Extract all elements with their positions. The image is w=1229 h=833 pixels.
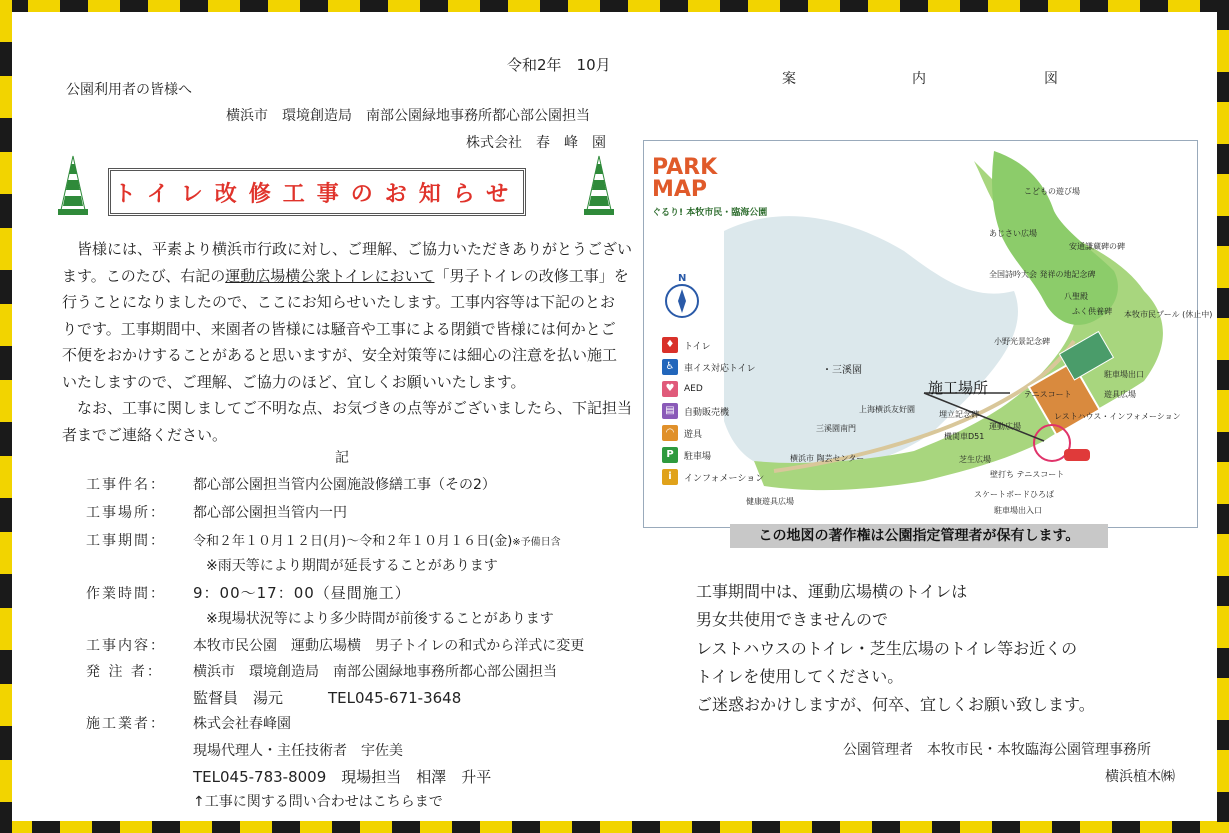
- legend-label: AED: [684, 384, 703, 394]
- sender-company: 株式会社 春 峰 園: [466, 135, 606, 151]
- period-text: 令和２年１０月１２日(月)～令和２年１０月１６日(金): [193, 534, 513, 549]
- map-legend-item: [662, 403, 729, 419]
- detail-label: 工事内容：: [86, 638, 166, 654]
- border-bottom: [0, 821, 1229, 833]
- playground-icon: ◠: [662, 425, 678, 441]
- map-label: 八聖殿: [1064, 292, 1088, 301]
- park-map-subtitle: ぐるり! 本牧市民・臨海公園: [652, 208, 768, 218]
- map-label: スケートボードひろば: [974, 490, 1054, 499]
- map-label: 埋立記念碑: [939, 410, 979, 419]
- body-line: 行うことになりましたので、ここにお知らせいたします。工事内容等は下記のとお: [62, 293, 616, 311]
- border-top: [0, 0, 1229, 12]
- traffic-cone-icon: [584, 154, 614, 216]
- detail-label: 工事場所：: [86, 505, 166, 521]
- body-line: いたしますので、ご理解、ご協力のほど、宜しくお願いいたします。: [62, 372, 526, 391]
- park-manager: 公園管理者 本牧市民・本牧臨海公園管理事務所: [843, 742, 1151, 758]
- map-legend-item: [662, 469, 764, 485]
- legend-label: 車イス対応トイレ: [684, 363, 756, 374]
- map-label: こどもの遊び場: [1024, 187, 1080, 196]
- detail-label: 作業時間：: [86, 586, 166, 602]
- wheelchair-toilet-icon: ♿: [662, 359, 678, 375]
- ki-heading: 記: [335, 450, 349, 466]
- map-label: 芝生広場: [959, 455, 991, 464]
- map-label: 安通謙蔵碑の碑: [1069, 242, 1125, 251]
- park-map: [643, 140, 1213, 528]
- detail-value: 本牧市民公園 運動広場横 男子トイレの和式から洋式に変更: [193, 638, 585, 654]
- map-label: 健康遊具広場: [746, 497, 794, 506]
- detail-value: TEL045-783-8009 現場担当 相澤 升平: [193, 768, 492, 786]
- notice-title-box: [108, 168, 526, 216]
- information-icon: i: [662, 469, 678, 485]
- body-text: ます。このたび、右記の: [62, 266, 226, 285]
- toilet-icon: ♦: [662, 337, 678, 353]
- map-label: ふく供養碑: [1072, 307, 1112, 316]
- map-label: 全国詩吟大会 発祥の地記念碑: [989, 270, 1096, 279]
- body-underlined-text: 運動広場横公衆トイレにおいて: [225, 266, 435, 285]
- map-label: 運動広場: [989, 422, 1021, 431]
- body-line: なお、工事に関しましてご不明な点、お気づきの点等がございましたら、下記担当: [77, 399, 633, 417]
- map-label: 上海横浜友好園: [859, 405, 915, 414]
- body-line: りです。工事期間中、来園者の皆様には騒音や工事による閉鎖で皆様には何かとご: [62, 319, 616, 338]
- map-copyright-caption: この地図の著作権は公園指定管理者が保有します。: [730, 524, 1108, 548]
- greeting: 公園利用者の皆様へ: [66, 82, 192, 98]
- map-label: ・三溪園: [822, 365, 862, 376]
- detail-label: 工事期間：: [86, 533, 166, 549]
- map-legend-item: [662, 359, 755, 375]
- detail-value: 現場代理人・主任技術者 宇佐美: [193, 743, 403, 759]
- map-legend-item: [662, 447, 711, 463]
- map-heading: 図: [1044, 71, 1058, 87]
- notice-date: 令和2年 10月: [507, 56, 611, 74]
- map-legend-item: [662, 381, 703, 397]
- detail-label: 発 注 者：: [86, 664, 163, 680]
- map-label: 壁打ち テニスコート: [990, 470, 1065, 479]
- map-label: 三溪園南門: [816, 424, 856, 433]
- map-legend-item: [662, 337, 711, 353]
- notice-title: トイレ改修工事のお知らせ: [113, 181, 521, 207]
- detail-value: 都心部公園担当管内一円: [193, 505, 347, 521]
- map-label: 横浜市 陶芸センター: [790, 454, 865, 463]
- legend-label: インフォメーション: [684, 473, 765, 484]
- parking-icon: P: [662, 447, 678, 463]
- detail-note: ※現場状況等により多少時間が前後することがあります: [206, 611, 554, 627]
- detail-value: 9：00～17：00（昼間施工）: [193, 584, 411, 602]
- traffic-cone-icon: [58, 154, 88, 216]
- detail-label: 工事件名：: [86, 477, 166, 493]
- detail-value: 横浜市 環境創造局 南部公園緑地事務所都心部公園担当: [193, 664, 557, 680]
- map-label: 駐車場出口: [1104, 370, 1144, 379]
- legend-label: 駐車場: [684, 451, 712, 462]
- detail-value: 株式会社春峰園: [193, 716, 291, 732]
- body-line: 者までご連絡ください。: [62, 425, 228, 444]
- map-heading: 案: [782, 71, 796, 87]
- body-line: 皆様には、平素より横浜市行政に対し、ご理解、ご協力いただきありがとうござい: [77, 240, 633, 258]
- map-label: レストハウス・インフォメーション: [1054, 412, 1181, 421]
- border-left: [0, 0, 12, 833]
- detail-value: 都心部公園担当管内公園施設修繕工事（その2）: [193, 477, 496, 493]
- border-right: [1217, 0, 1229, 833]
- notice-line: ご迷惑おかけしますが、何卒、宜しくお願い致します。: [696, 695, 1095, 715]
- period-note-small: ※予備日含: [512, 537, 561, 548]
- map-label: 駐車場出入口: [994, 506, 1042, 515]
- legend-label: トイレ: [684, 341, 711, 352]
- detail-label: 施工業者：: [86, 716, 166, 732]
- map-legend-item: [662, 425, 702, 441]
- notice-line: 男女共使用できませんので: [696, 610, 889, 630]
- map-label: テニスコート: [1024, 390, 1072, 399]
- vending-machine-icon: ▤: [662, 403, 678, 419]
- map-label: 小野光景記念碑: [994, 337, 1050, 346]
- map-label: 機関車D51: [944, 432, 985, 441]
- map-heading: 内: [912, 71, 926, 87]
- detail-note: ※雨天等により期間が延長することがあります: [206, 558, 498, 574]
- legend-label: 遊具: [684, 429, 703, 440]
- notice-line: トイレを使用してください。: [696, 666, 904, 686]
- notice-body: [62, 236, 632, 448]
- body-line: [62, 263, 632, 290]
- legend-label: 自動販売機: [684, 407, 730, 418]
- map-label: 遊具広場: [1104, 390, 1136, 399]
- park-map-logo: MAP: [652, 177, 708, 202]
- map-label: 本牧市民プール (休止中): [1124, 310, 1213, 319]
- body-text: 「男子トイレの改修工事」を: [434, 266, 629, 285]
- construction-site-label: 施工場所: [928, 379, 989, 397]
- aed-icon: ♥: [662, 381, 678, 397]
- compass-north: N: [678, 273, 687, 284]
- notice-line: 工事期間中は、運動広場横のトイレは: [696, 582, 968, 601]
- park-map-logo: PARK: [652, 155, 718, 180]
- manager-company: 横浜植木㈱: [1105, 769, 1175, 785]
- detail-value: 監督員 湯元 TEL045-671-3648: [193, 689, 462, 707]
- detail-value: ↑工事に関する問い合わせはこちらまで: [193, 794, 443, 810]
- toilet-notice: [696, 578, 1095, 719]
- map-label: あじさい広場: [989, 229, 1037, 238]
- notice-line: レストハウスのトイレ・芝生広場のトイレ等お近くの: [696, 638, 1078, 658]
- sender-city: 横浜市 環境創造局 南部公園緑地事務所都心部公園担当: [226, 108, 590, 124]
- detail-value: [193, 530, 561, 549]
- body-line: 不便をおかけすることがあると思いますが、安全対策等には細心の注意を払い施工: [62, 346, 618, 364]
